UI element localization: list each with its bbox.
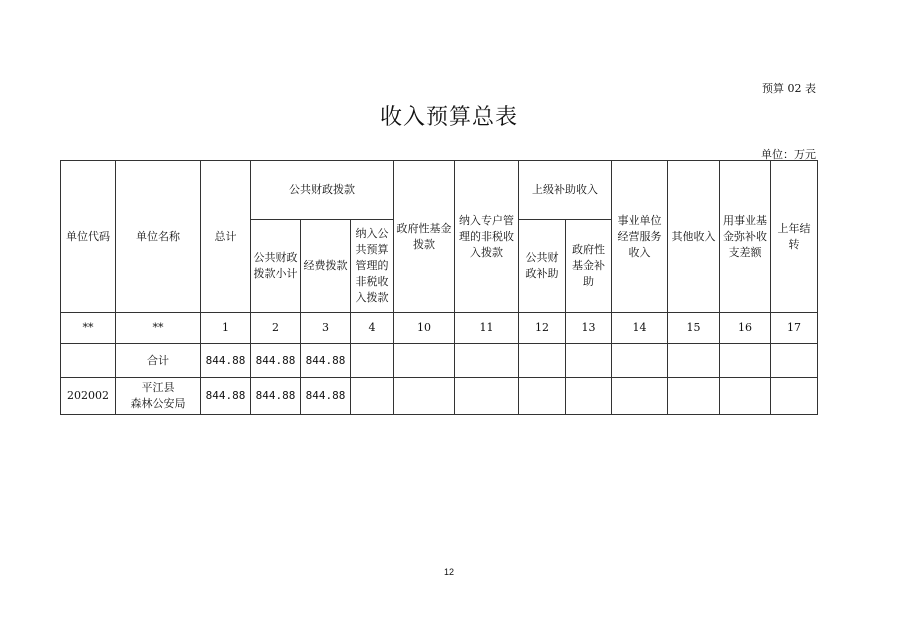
header-total: 总计 bbox=[201, 161, 251, 313]
table-cell bbox=[720, 378, 771, 415]
form-number: 预算 02 表 bbox=[762, 82, 816, 95]
table-cell: 844.88 bbox=[201, 344, 251, 378]
table-cell: 202002 bbox=[61, 378, 116, 415]
table-cell: 17 bbox=[771, 313, 818, 344]
header-superior-subsidy: 上级补助收入 bbox=[519, 161, 612, 220]
header-unit-name: 单位名称 bbox=[116, 161, 201, 313]
unit-name-line: 森林公安局 bbox=[130, 397, 186, 410]
table-cell: 13 bbox=[566, 313, 612, 344]
header-public-finance-subtotal: 公共财政拨款小计 bbox=[251, 220, 301, 313]
table-cell: 844.88 bbox=[251, 344, 301, 378]
table-cell bbox=[612, 378, 668, 415]
header-unit-code: 单位代码 bbox=[61, 161, 116, 313]
table-row bbox=[61, 313, 818, 344]
table-cell bbox=[519, 344, 566, 378]
table-cell bbox=[351, 378, 394, 415]
table-cell: 844.88 bbox=[201, 378, 251, 415]
header-gov-fund: 政府性基金拨款 bbox=[394, 161, 455, 313]
table-cell-unit-name bbox=[116, 378, 201, 415]
table-row bbox=[61, 378, 818, 415]
table-cell: 16 bbox=[720, 313, 771, 344]
table-cell bbox=[771, 378, 818, 415]
table-cell: ** bbox=[116, 313, 201, 344]
table-cell bbox=[394, 344, 455, 378]
table-row-total bbox=[61, 344, 818, 378]
table-cell bbox=[720, 344, 771, 378]
table-cell bbox=[771, 344, 818, 378]
table-cell bbox=[455, 378, 519, 415]
table-cell bbox=[519, 378, 566, 415]
header-public-finance-subsidy: 公共财政补助 bbox=[519, 220, 566, 313]
table-cell: 15 bbox=[668, 313, 720, 344]
table-cell bbox=[61, 344, 116, 378]
header-non-tax-budget: 纳入公共预算管理的非税收入拨款 bbox=[351, 220, 394, 313]
table-cell: 3 bbox=[301, 313, 351, 344]
table-cell: 14 bbox=[612, 313, 668, 344]
header-operating-funds: 经费拨款 bbox=[301, 220, 351, 313]
table-cell: 12 bbox=[519, 313, 566, 344]
table-cell bbox=[668, 344, 720, 378]
header-other-income: 其他收入 bbox=[668, 161, 720, 313]
table-cell: 844.88 bbox=[251, 378, 301, 415]
header-carryover: 上年结转 bbox=[771, 161, 818, 313]
header-fund-supplement: 用事业基金弥补收支差额 bbox=[720, 161, 771, 313]
table-cell: 4 bbox=[351, 313, 394, 344]
table-cell bbox=[668, 378, 720, 415]
table-cell bbox=[612, 344, 668, 378]
table-cell bbox=[566, 344, 612, 378]
table-cell: 1 bbox=[201, 313, 251, 344]
page-title: 收入预算总表 bbox=[379, 105, 518, 130]
page-number: 12 bbox=[443, 567, 454, 577]
table-cell bbox=[566, 378, 612, 415]
table-cell: 11 bbox=[455, 313, 519, 344]
table-cell bbox=[394, 378, 455, 415]
table-cell bbox=[351, 344, 394, 378]
table-cell: 合计 bbox=[116, 344, 201, 378]
table-cell: 844.88 bbox=[301, 378, 351, 415]
table-cell: 10 bbox=[394, 313, 455, 344]
income-budget-table bbox=[60, 160, 818, 415]
table-cell: 2 bbox=[251, 313, 301, 344]
unit-name-line: 平江县 bbox=[141, 381, 175, 394]
header-public-finance: 公共财政拨款 bbox=[251, 161, 394, 220]
header-business-service: 事业单位经营服务收入 bbox=[612, 161, 668, 313]
table-cell bbox=[455, 344, 519, 378]
header-non-tax-special: 纳入专户管理的非税收入拨款 bbox=[455, 161, 519, 313]
unit-label: 单位：万元 bbox=[761, 148, 816, 161]
header-gov-fund-subsidy: 政府性基金补助 bbox=[566, 220, 612, 313]
table-cell: 844.88 bbox=[301, 344, 351, 378]
table-cell: ** bbox=[61, 313, 116, 344]
